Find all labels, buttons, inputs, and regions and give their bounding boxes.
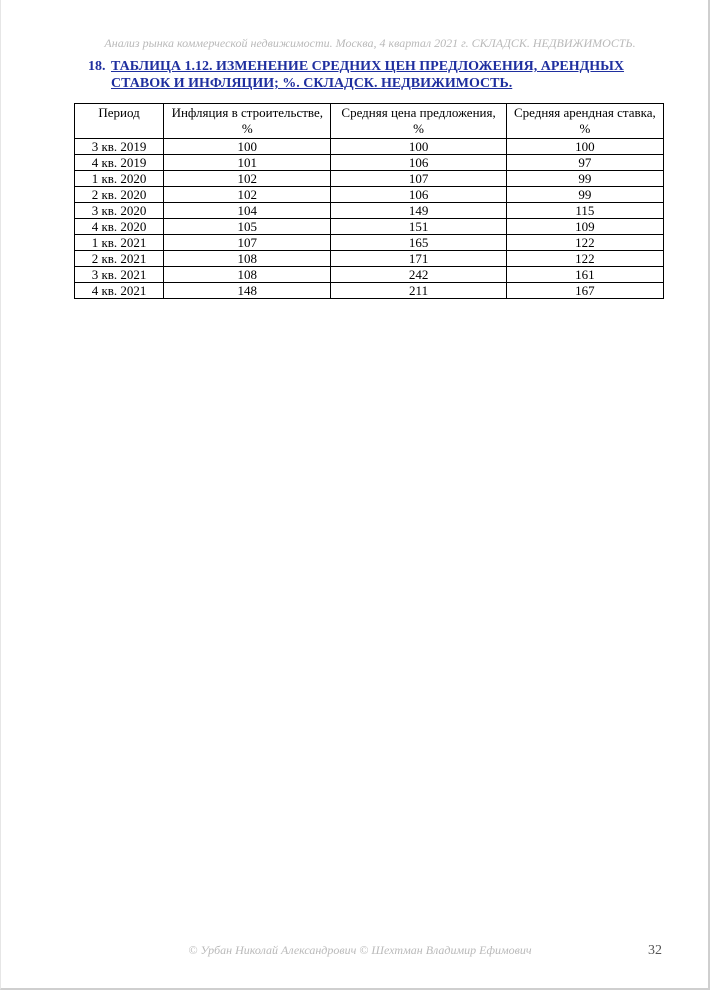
cell-inflation: 105 — [164, 219, 331, 235]
cell-inflation: 102 — [164, 187, 331, 203]
cell-rent: 161 — [506, 267, 663, 283]
cell-price: 106 — [331, 155, 506, 171]
cell-period: 4 кв. 2020 — [75, 219, 164, 235]
cell-rent: 122 — [506, 235, 663, 251]
cell-rent: 97 — [506, 155, 663, 171]
cell-period: 3 кв. 2019 — [75, 139, 164, 155]
table-row — [75, 251, 664, 267]
cell-price: 100 — [331, 139, 506, 155]
cell-period: 1 кв. 2021 — [75, 235, 164, 251]
table-row — [75, 171, 664, 187]
cell-price: 151 — [331, 219, 506, 235]
cell-period: 3 кв. 2021 — [75, 267, 164, 283]
cell-inflation: 148 — [164, 283, 331, 299]
cell-rent: 115 — [506, 203, 663, 219]
table-row — [75, 283, 664, 299]
section-heading — [88, 58, 668, 92]
cell-inflation: 108 — [164, 251, 331, 267]
cell-period: 2 кв. 2020 — [75, 187, 164, 203]
cell-rent: 100 — [506, 139, 663, 155]
cell-period: 4 кв. 2021 — [75, 283, 164, 299]
running-header: Анализ рынка коммерческой недвижимости. Москва, 4 квартал 2021 г. СКЛАДСК. НЕДВИЖИМОСТЬ. — [104, 36, 636, 50]
header-rent: Средняя арендная ставка, % — [506, 104, 663, 139]
cell-price: 171 — [331, 251, 506, 267]
cell-inflation: 107 — [164, 235, 331, 251]
section-title: ТАБЛИЦА 1.12. ИЗМЕНЕНИЕ СРЕДНИХ ЦЕН ПРЕДЛОЖЕНИЯ, АРЕНДНЫХ СТАВОК И ИНФЛЯЦИИ; %. СКЛАДСК. НЕДВИЖИМОСТЬ. — [111, 59, 625, 91]
cell-rent: 99 — [506, 187, 663, 203]
cell-inflation: 104 — [164, 203, 331, 219]
header-period: Период — [75, 104, 164, 139]
header-inflation: Инфляция в строительстве, % — [164, 104, 331, 139]
footer-credits: © Урбан Николай Александрович © Шехтман Владимир Ефимович — [188, 943, 532, 957]
cell-price: 106 — [331, 187, 506, 203]
header-price: Средняя цена предложения, % — [331, 104, 506, 139]
cell-period: 1 кв. 2020 — [75, 171, 164, 187]
cell-period: 2 кв. 2021 — [75, 251, 164, 267]
table-row — [75, 235, 664, 251]
cell-price: 165 — [331, 235, 506, 251]
cell-price: 107 — [331, 171, 506, 187]
data-table — [74, 103, 664, 299]
cell-price: 149 — [331, 203, 506, 219]
cell-rent: 167 — [506, 283, 663, 299]
cell-rent: 99 — [506, 171, 663, 187]
page-number: 32 — [648, 943, 662, 958]
cell-rent: 122 — [506, 251, 663, 267]
cell-inflation: 102 — [164, 171, 331, 187]
cell-rent: 109 — [506, 219, 663, 235]
table-row — [75, 155, 664, 171]
cell-price: 211 — [331, 283, 506, 299]
section-number: 18. — [88, 59, 106, 74]
table-row — [75, 187, 664, 203]
cell-period: 4 кв. 2019 — [75, 155, 164, 171]
cell-inflation: 100 — [164, 139, 331, 155]
table-row — [75, 203, 664, 219]
cell-period: 3 кв. 2020 — [75, 203, 164, 219]
table-header-row — [75, 104, 664, 139]
table-row — [75, 219, 664, 235]
table-row — [75, 139, 664, 155]
cell-price: 242 — [331, 267, 506, 283]
cell-inflation: 101 — [164, 155, 331, 171]
table-row — [75, 267, 664, 283]
cell-inflation: 108 — [164, 267, 331, 283]
